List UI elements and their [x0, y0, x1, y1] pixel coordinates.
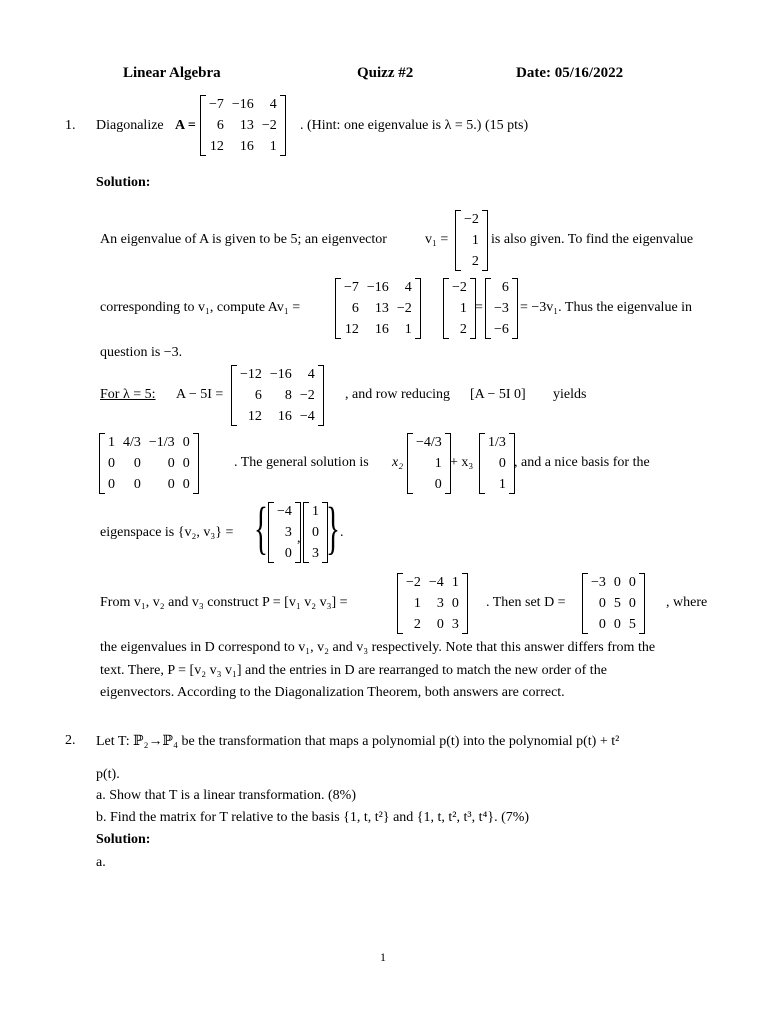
matrix-cell: 5 [613, 596, 621, 611]
matrix-p [399, 572, 466, 635]
general-solution-text: . The general solution is [234, 455, 369, 470]
matrix-cell: 4 [307, 367, 315, 382]
q1-number: 1. [65, 118, 76, 133]
matrix-cell: 0 [451, 596, 459, 611]
matrix-a-5i [233, 364, 322, 427]
matrix-cell: 0 [284, 546, 292, 561]
matrix-cell: 4/3 [123, 435, 141, 450]
matrix-cell: 0 [182, 477, 190, 492]
left-brace: { [254, 495, 268, 560]
sol-line2-eq: = [475, 300, 483, 315]
matrix-rref [101, 432, 197, 495]
then-set-d: . Then set D = [486, 595, 566, 610]
q1-suffix: . (Hint: one eigenvalue is λ = 5.) (15 pts) [300, 118, 529, 133]
matrix-cell: −3 [591, 575, 606, 590]
matrix-cell: 16 [239, 139, 254, 154]
matrix-cell: 0 [436, 617, 444, 632]
quiz-date: Date: 05/16/2022 [516, 65, 624, 81]
q1-matrix-name: A = [175, 118, 196, 133]
matrix-cell: 1 [108, 435, 115, 450]
q2-line1: Let T: ℙ₂→ℙ₄ be the transformation that maps a polynomial p(t) into the polynomial p(t) + t² [96, 734, 620, 749]
matrix-cell: −2 [452, 280, 467, 295]
vector-v1-repeat [445, 277, 474, 340]
right-brace: } [326, 495, 340, 560]
matrix-cell: 1 [434, 456, 442, 471]
plus-x3: + x₃ [450, 455, 474, 470]
v1-label: v₁ = [425, 232, 449, 247]
q2-solution-a: a. [96, 855, 106, 870]
matrix-cell: 0 [182, 435, 190, 450]
basis-vector-v3 [305, 501, 326, 564]
matrix-cell: 3 [451, 617, 459, 632]
matrix-cell: 3 [284, 525, 292, 540]
eigenspace-text: eigenspace is {v₂, v₃} = [100, 525, 234, 540]
para-line1: the eigenvalues in D correspond to v₁, v₂ and v₃ respectively. Note that this answer differs from the [100, 640, 656, 655]
construct-p-text: From v₁, v₂ and v₃ construct P = [v₁ v₂ v₃] = [100, 595, 348, 610]
q2-part-b: b. Find the matrix for T relative to the basis {1, t, t²} and {1, t, t², t³, t⁴}. (7%) [96, 810, 530, 825]
matrix-cell: −1/3 [148, 435, 175, 450]
matrix-cell: 0 [598, 596, 606, 611]
matrix-cell: 0 [133, 456, 141, 471]
matrix-cell: −16 [269, 367, 292, 382]
para-line2: text. There, P = [v₂ v₃ v₁] and the entries in D are rearranged to match the new order of the [100, 663, 607, 678]
matrix-cell: 1 [404, 322, 412, 337]
matrix-cell: 1 [269, 139, 277, 154]
matrix-cell: 2 [413, 617, 421, 632]
matrix-cell: 0 [312, 525, 319, 540]
vector-v1 [457, 209, 486, 272]
augmented-matrix: [A − 5I 0] [470, 387, 526, 402]
matrix-cell: 1 [459, 301, 467, 316]
sol-line1-b: is also given. To find the eigenvalue [491, 232, 694, 247]
matrix-cell: 3 [312, 546, 319, 561]
matrix-cell: 0 [598, 617, 606, 632]
matrix-cell: −12 [240, 367, 262, 382]
eigenspace-period: . [340, 525, 344, 540]
matrix-d [584, 572, 643, 635]
matrix-cell: −2 [406, 575, 421, 590]
vector-basis-b [481, 432, 513, 495]
basis-comma: , [297, 531, 301, 546]
matrix-cell: 1 [451, 575, 459, 590]
matrix-cell: 16 [374, 322, 389, 337]
nice-basis-text: , and a nice basis for the [514, 455, 650, 470]
matrix-cell: 12 [209, 139, 224, 154]
sol-line2-b: = −3v₁. Thus the eigenvalue in [520, 300, 693, 315]
matrix-cell: 2 [471, 254, 479, 269]
vector-av1 [487, 277, 516, 340]
matrix-cell: 1/3 [488, 435, 506, 450]
sol-line3: question is −3. [100, 345, 183, 360]
matrix-cell: 0 [182, 456, 190, 471]
matrix-cell: 12 [344, 322, 359, 337]
x2-label: x₂ [392, 455, 404, 470]
matrix-cell: 0 [108, 456, 115, 471]
sol-line1-a: An eigenvalue of A is given to be 5; an eigenvector [100, 232, 387, 247]
matrix-cell: 8 [284, 388, 292, 403]
matrix-cell: 1 [471, 233, 479, 248]
matrix-cell: 6 [501, 280, 509, 295]
matrix-cell: −16 [366, 280, 389, 295]
matrix-cell: 6 [351, 301, 359, 316]
matrix-a-repeat [337, 277, 419, 340]
matrix-cell: −2 [299, 388, 315, 403]
matrix-cell: −2 [396, 301, 412, 316]
matrix-cell: −3 [494, 301, 509, 316]
matrix-cell: −4/3 [416, 435, 442, 450]
matrix-cell: −7 [344, 280, 359, 295]
q2-line2: p(t). [96, 767, 120, 782]
matrix-cell: 6 [216, 118, 224, 133]
matrix-cell: 0 [434, 477, 442, 492]
q2-number: 2. [65, 733, 76, 748]
matrix-cell: 0 [108, 477, 115, 492]
course-title: Linear Algebra [123, 65, 221, 81]
matrix-cell: 12 [247, 409, 262, 424]
matrix-cell: 1 [498, 477, 506, 492]
matrix-cell: 0 [628, 596, 636, 611]
where-text: , where [666, 595, 708, 610]
matrix-cell: 1 [413, 596, 421, 611]
matrix-cell: 13 [239, 118, 254, 133]
matrix-cell: −4 [299, 409, 315, 424]
row-reduce-text: , and row reducing [345, 387, 450, 402]
matrix-cell: −2 [464, 212, 479, 227]
matrix-cell: 2 [459, 322, 467, 337]
matrix-cell: −6 [494, 322, 509, 337]
vector-basis-a [409, 432, 449, 495]
para-line3: eigenvectors. According to the Diagonalization Theorem, both answers are correct. [100, 685, 565, 700]
matrix-cell: −4 [428, 575, 444, 590]
lambda5-label: For λ = 5: [100, 387, 156, 402]
matrix-cell: 5 [628, 617, 636, 632]
matrix-cell: 4 [269, 97, 277, 112]
matrix-cell: −2 [261, 118, 277, 133]
matrix-cell: 16 [277, 409, 292, 424]
matrix-cell: 4 [404, 280, 412, 295]
matrix-cell: −7 [209, 97, 224, 112]
matrix-cell: 6 [254, 388, 262, 403]
matrix-cell: 0 [498, 456, 506, 471]
matrix-cell: −16 [231, 97, 254, 112]
basis-vector-v2 [270, 501, 299, 564]
matrix-cell: 0 [167, 456, 175, 471]
matrix-cell: 13 [374, 301, 389, 316]
yields-text: yields [553, 387, 587, 402]
matrix-cell: 0 [613, 617, 621, 632]
sol-line2-a: corresponding to v₁, compute Av₁ = [100, 300, 301, 315]
page-number: 1 [380, 950, 386, 964]
matrix-cell: 1 [312, 504, 319, 519]
matrix-cell: 3 [436, 596, 444, 611]
matrix-cell: −4 [277, 504, 292, 519]
q1-prefix: Diagonalize [96, 118, 164, 133]
a-minus-5i: A − 5I = [176, 387, 224, 402]
solution-label-2: Solution: [96, 832, 151, 847]
matrix-cell: 0 [628, 575, 636, 590]
matrix-a [202, 94, 284, 157]
matrix-cell: 0 [133, 477, 141, 492]
matrix-cell: 0 [167, 477, 175, 492]
quiz-title: Quizz #2 [357, 65, 414, 81]
solution-label-1: Solution: [96, 175, 151, 190]
matrix-cell: 0 [613, 575, 621, 590]
q2-part-a: a. Show that T is a linear transformation. (8%) [96, 788, 356, 803]
